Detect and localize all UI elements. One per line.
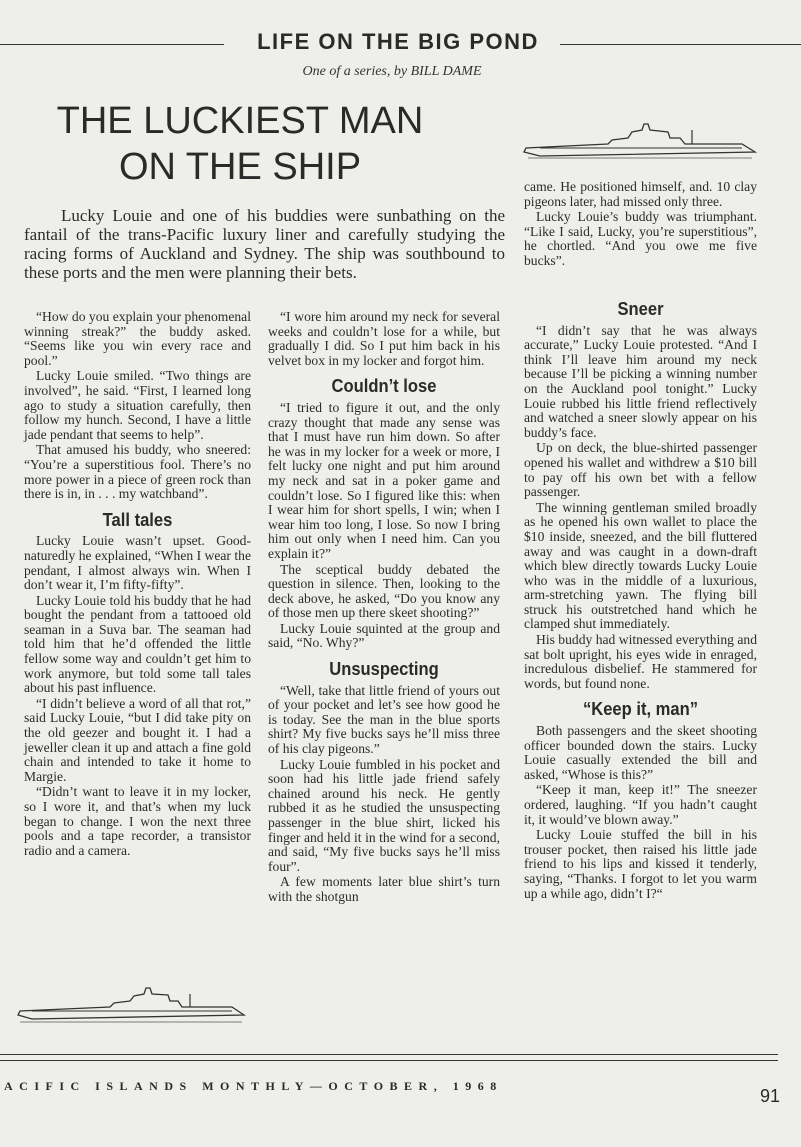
- paragraph: Lucky Louie stuffed the bill in his trouser pocket, then raised his little jade friend to his lips and kissed it tenderly, saying, “Thanks. I forgot to let you warm up a while ago, didn’t I?“: [524, 827, 757, 901]
- series-title: LIFE ON THE BIG POND: [257, 29, 539, 54]
- footer-rule-bottom: [0, 1060, 778, 1061]
- paragraph: The sceptical buddy debated the question in silence. Then, looking to the deck above, he asked, “Do you know any of those men up there skeet shooting?”: [268, 561, 500, 621]
- subhead-unsuspecting: Unsuspecting: [329, 659, 439, 680]
- subhead-couldnt-lose: Couldn’t lose: [331, 376, 437, 397]
- paragraph: Lucky Louie smiled. “Two things are involved”, he said. “First, I learned long ago to study a situation carefully, then follow my hunch. Second, I have a little jade pendant that seems to help”.: [24, 368, 251, 442]
- paragraph: The winning gentleman smiled broadly as he opened his own wallet to place the $10 inside, sneezed, and the bill fluttered away and was caught in a down-draft which blew directly towards Lucky Louie who was in the middle of a luxurious, arm-stretching yawn. The flying bill struck his outstretched hand which he clamped shut immediately.: [524, 499, 757, 632]
- paragraph: “I wore him around my neck for several weeks and couldn’t lose for a while, but gradually I did. So I put him back in his velvet box in my locker and forgot him.: [268, 309, 500, 368]
- paragraph: Both passengers and the skeet shooting officer bounded down the stairs. Lucky Louie casually extended the bill and asked, “Whose is this?”: [524, 723, 757, 782]
- paragraph: His buddy had witnessed everything and sat bolt upright, his eyes wide in enraged, incredulous disbelief. He stammered for words, but found none.: [524, 632, 757, 691]
- page-number: 91: [760, 1086, 781, 1106]
- paragraph: Lucky Louie told his buddy that he had bought the pendant from a tattooed old seaman in a Suva bar. The seaman had told him that he’d offended the little fellow some way and couldn’t get him to work anymore, but told some tall tales about his past influence.: [24, 592, 251, 696]
- paragraph: “I didn’t believe a word of all that rot,” said Lucky Louie, “but I did take pity on the old geezer and bought it. I had a jeweller clean it up and attach a fine gold chain and intended to take it home to Margie.: [24, 695, 251, 784]
- intro-paragraph: Lucky Louie and one of his buddies were sunbathing on the fantail of the trans-Pacific luxury liner and carefully studying the racing forms of Auckland and Sydney. The ship was southbound to these ports and the men were planning their bets.: [24, 206, 505, 282]
- header-rule-left: [0, 44, 224, 45]
- paragraph: “Well, take that little friend of yours out of your pocket and let’s see how good he is today. See the man in the blue sports shirt? My five bucks says he’ll miss three of his clay pigeons.”: [268, 682, 500, 757]
- footer-rule-top: [0, 1054, 778, 1055]
- subhead-keep-it-man: “Keep it, man”: [582, 699, 699, 720]
- paragraph: That amused his buddy, who sneered: “You’re a superstitious fool. There’s no more power in a piece of green rock than there is in, in . . . my watchband”.: [24, 442, 251, 502]
- ship-illustration-top: [520, 118, 760, 163]
- column-2: [268, 310, 500, 906]
- paragraph: Lucky Louie wasn’t upset. Good-naturedly he explained, “When I wear the pendant, I almost always win. When I don’t wear it, I’m fifty-fifty”.: [24, 533, 251, 593]
- header-rule-right: [560, 44, 801, 45]
- footer-publication: ACIFIC ISLANDS MONTHLY—OCTOBER, 1968: [4, 1079, 503, 1093]
- paragraph: “Keep it man, keep it!” The sneezer ordered, laughing. “If you hadn’t caught it, it would’ve blown away.”: [524, 782, 757, 827]
- headline-line-2: ON THE SHIP: [118, 146, 362, 188]
- headline-line-1: THE LUCKIEST MAN: [56, 100, 424, 142]
- paragraph: Lucky Louie’s buddy was triumphant. “Like I said, Lucky, you’re superstitious”, he chortled. “And you owe me five bucks”.: [524, 209, 757, 268]
- paragraph: came. He positioned himself, and. 10 clay pigeons later, had missed only three.: [524, 179, 757, 209]
- subhead-sneer: Sneer: [617, 299, 664, 319]
- column-3: [524, 299, 757, 902]
- column-3-top: [524, 180, 757, 270]
- paragraph: Up on deck, the blue-shirted passenger opened his wallet and withdrew a $10 bill to pay off his own bet with a fellow passenger.: [524, 440, 757, 500]
- byline: One of a series, by BILL DAME: [302, 64, 482, 79]
- paragraph: Lucky Louie fumbled in his pocket and soon had his little jade friend safely chained around his neck. He gently rubbed it as he studied the unsuspecting passenger in the blue shirt, licked his finger and held it in the wind for a second, and said, “My five bucks says he’ll miss four”.: [268, 756, 500, 874]
- column-1: [24, 310, 251, 859]
- paragraph: “I tried to figure it out, and the only crazy thought that made any sense was that I must have run him down. So after he was in my locker for a week or more, I felt lucky one night and put him around my neck and sat in a poker game and couldn’t lose. So I figured like this: when I wear him for short spells, I win; when I wear him too long, I lose. So now I bring him out only when I need him. Can you explain it?”: [268, 399, 500, 561]
- paragraph: “I didn’t say that he was always accurate,” Lucky Louie protested. “And I think I’ll leave him around my neck because I’ll be picking a winning number on the Auckland pool tonight.” Lucky Louie rubbed his little friend reflectively and watched a sneer slowly appear on his buddy’s face.: [524, 322, 757, 440]
- paragraph: “How do you explain your phenomenal winning streak?” the buddy asked. “Seems like you win every race and pool.”: [24, 309, 251, 368]
- paragraph: “Didn’t want to leave it in my locker, so I wore it, and that’s when my luck began to change. I won the next three pools and a tape recorder, a transistor radio and a camera.: [24, 784, 251, 858]
- paragraph: Lucky Louie squinted at the group and said, “No. Why?”: [268, 620, 500, 651]
- ship-illustration-bottom: [14, 985, 249, 1025]
- subhead-tall-tales: Tall tales: [102, 509, 173, 530]
- paragraph: A few moments later blue shirt’s turn with the shotgun: [268, 874, 500, 904]
